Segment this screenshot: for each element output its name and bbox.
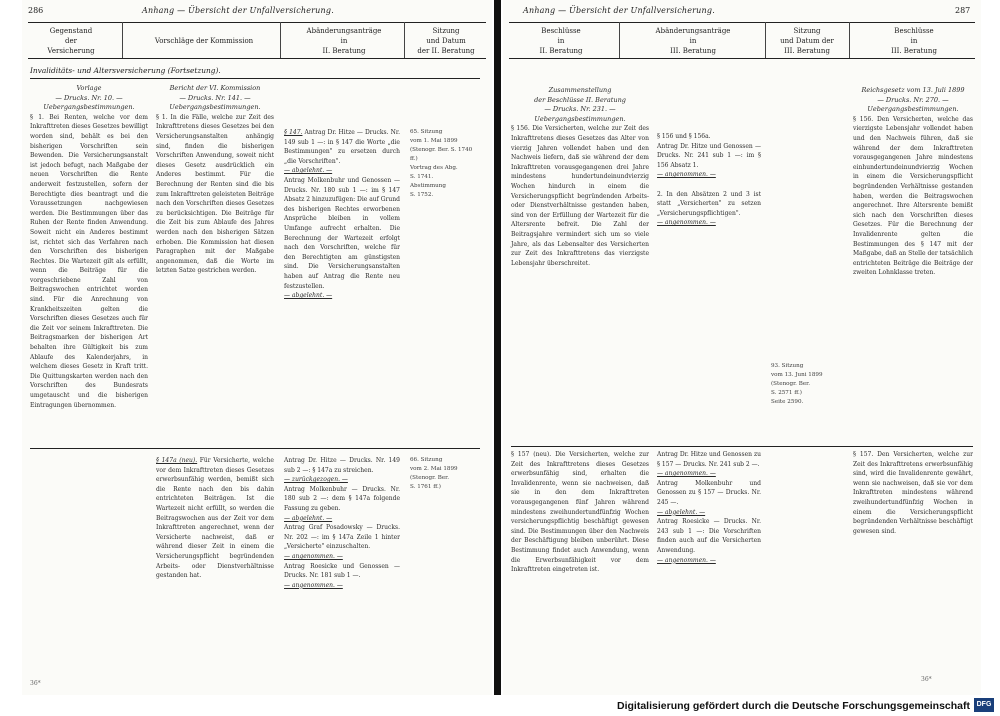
left-page: 286 Anhang — Übersicht der Unfallversicherung. Gegenstand der Versicherung Vorschläge der Kommission Abänderungsanträge in II. Beratung Sitzung und Datum der II. Beratung Invaliditäts- und Altersversicherung (Fortsetzung). Vorlage — Drucks. Nr. 10. — Uebergangsbestimmungen. § 1. Bei Renten, welche vor dem Inkrafttreten dieses Gesetzes bewilligt worden sind, behält es bei den bisherigen Vorschriften sein Bewenden. Die Versicherungsanstalt ist jedoch befugt, nach Maßgabe der neuen Vorschriften die Rente anderweit festzustellen, sofern der Berechtigte dies beantragt und die Voraussetzungen nachgewiesen werden. Die Bestimmungen über das Ruhen der Rente finden Anwendung. Soweit nicht ein Anderes bestimmt ist, richtet sich das Verfahren nach den Vorschriften des bisherigen Rechtes. Die Wartezeit gilt als erfüllt, wenn die Beiträge für die vorgeschriebene Zahl von Beitragswochen entrichtet worden sind. Für die Anrechnung von Krankheitszeiten gelten die Vorschriften dieses Gesetzes auch für die Zeit vor seinem Inkrafttreten. Die Beitragsmarken der bisherigen Art behalten ihre Gültigkeit bis zum Ablaufe des Kalenderjahrs, in welchem dieses Gesetz in Kraft tritt. Die Quittungskarten werden nach den Vorschriften des Bundesrats umgetauscht und die bisherigen Eintragungen übernommen. Bericht der VI. Kommission — Drucks. Nr. 141. — Uebergangsbestimmungen. § 1. In die Fälle, welche zur Zeit des Inkrafttretens dieses Gesetzes bei den Versicherungsanstalten anhängig sind, finden die bisherigen Vorschriften Anwendung, soweit nicht dieses Gesetz ausdrücklich ein Anderes bestimmt. Für die Berechnung der Renten sind die bis zum Inkrafttreten geleisteten Beiträge nach den Vorschriften dieses Gesetzes zu berücksichtigen. Die Beiträge für die Zeit bis zum Ablaufe des Jahres werden nach den bisherigen Sätzen erhoben. Die Kommission hat diesen Paragraphen mit der Maßgabe angenommen, daß die Worte im letzten Satze gestrichen werden. § 147. Antrag Dr. Hitze — Drucks. Nr. 149 sub 1 —: in § 147 die Worte „die Bestimmungen" zu ersetzen durch „die Vorschriften". — abgelehnt. — Antrag Molkenbuhr und Genossen — Drucks. Nr. 180 sub 1 —: im § 147 Absatz 2 hinzuzufügen: Die auf Grund des bisherigen Rechtes erworbenen Ansprüche bleiben in vollem Umfange aufrecht erhalten. Die Berechnung der Wartezeit erfolgt nach den Vorschriften, welche für den Berechtigten am günstigsten sind. Die Versicherungsanstalten haben auf Antrag die Rente neu festzustellen. — abgelehnt. — 65. Sitzung vom 1. Mai 1899 (Stenogr. Ber. S. 1740 ff.) Vortrag des Abg. S. 1741. Abstimmung S. 1752. § 147a (neu). Für Versicherte, welche vor dem Inkrafttreten dieses Gesetzes erwerbsunfähig werden, bemißt sich die Rente nach den bis dahin entrichteten Beiträgen. Ist die Wartezeit nicht erfüllt, so werden die Beitragswochen aus der Zeit vor dem Inkrafttreten angerechnet, wenn der Versicherte nachweist, daß er während dieser Zeit in einem die Versicherungspflicht begründenden Arbeits- oder Dienstverhältnisse gestanden hat. Antrag Dr. Hitze — Drucks. Nr. 149 sub 2 —: § 147a zu streichen. — zurückgezogen. — Antrag Molkenbuhr — Drucks. Nr. 180 sub 2 —: dem § 147a folgende Fassung zu geben. — abgelehnt. — Antrag Graf Posadowsky — Drucks. Nr. 202 —: im § 147a Zeile 1 hinter „Versicherte" einzuschalten. — angenommen. — Antrag Roesicke und Genossen — Drucks. Nr. 181 sub 1 —. — angenommen. — 66. Sitzung vom 2. Mai 1899 (Stenogr. Ber. S. 1761 ff.) 36* xyxy=(22,0,492,695)
left-section-title: Invaliditäts- und Altersversicherung (Fortsetzung). xyxy=(30,66,221,75)
right-colhead-2: Abänderungsanträge in III. Beratung xyxy=(655,27,731,55)
left-col-d-2: 66. Sitzung vom 2. Mai 1899 (Stenogr. Ber. S. 1761 ff.) xyxy=(410,457,458,490)
book-gutter xyxy=(494,0,501,695)
right-col-c: 93. Sitzung vom 13. Juni 1899 (Stenogr. Ber. S. 2571 ff.) Seite 2590. xyxy=(771,363,823,405)
right-page: Anhang — Übersicht der Unfallversicherung. 287 Beschlüsse in II. Beratung Abänderungsanträge in III. Beratung Sitzung und Datum der III. Beratung Beschlüsse in III. Beratung Zusammenstellung der Beschlüsse II. Beratung — Drucks. Nr. 231. — Uebergangsbestimmungen. § 156. Die Versicherten, welche zur Zeit des Inkrafttretens dieses Gesetzes das Alter von vierzig Jahren vollendet haben und den Nachweis liefern, daß sie während der dem Inkrafttreten vorausgegangenen drei Jahre mindestens hundertundeinundvierzig Wochen hindurch in einem die Versicherungspflicht begründenden Arbeits- oder Dienstverhältnisse gestanden haben, sind von der Erfüllung der Wartezeit für die Altersrente befreit. Die Zahl der Beitragsjahre vermindert sich um so viele Jahre, als das Lebensalter des Versicherten zur Zeit des Inkrafttretens das vierzigste Lebensjahr überschreitet. § 156 und § 156a. Antrag Dr. Hitze und Genossen — Drucks. Nr. 241 sub 1 —: im § 156 Absatz 1. — angenommen. — 2. In den Absätzen 2 und 3 ist statt „Versicherten" zu setzen „Versicherungspflichtigen". — angenommen. — Reichsgesetz vom 13. Juli 1899 — Drucks. Nr. 270. — Uebergangsbestimmungen. § 156. Den Versicherten, welche das vierzigste Lebensjahr vollendet haben und den Nachweis führen, daß sie während der dem Inkrafttreten vorausgegangenen Jahre mindestens einhundertundeinundvierzig Wochen in einem die Versicherungspflicht begründenden Verhältnisse gestanden haben, werden die Beitragswochen angerechnet. Ihre Altersrente bemißt sich nach den Vorschriften dieses Gesetzes. Für die Berechnung der Invalidenrente gelten die Bestimmungen des § 147 mit der Maßgabe, daß an Stelle der tatsächlich entrichteten Beiträge die Beiträge der zweiten Lohnklasse treten. 93. Sitzung vom 13. Juni 1899 (Stenogr. Ber. S. 2571 ff.) Seite 2590. Antrag Dr. Hitze und Genossen zu § 157 — Drucks. Nr. 241 sub 2 —. — angenommen. — Antrag Molkenbuhr und Genossen zu § 157 — Drucks. Nr. 245 —. — abgelehnt. — Antrag Roesicke — Drucks. Nr. 243 sub 1 —: Die Vorschriften finden auch auf die Versicherten Anwendung. — angenommen. — § 157 (neu). Die Versicherten, welche zur Zeit des Inkrafttretens dieses Gesetzes erwerbsunfähig sind, erhalten die Invalidenrente, wenn sie nachweisen, daß sie in den dem Inkrafttreten vorausgegangenen fünf Jahren während mindestens zweihundertundfünfzig Wochen versicherungspflichtig beschäftigt gewesen sind. Die Bestimmungen über den Nachweis der Beschäftigung bleiben unberührt. Diese Bestimmung findet auch Anwendung, wenn die Erwerbsunfähigkeit vor dem Inkrafttreten eingetreten ist. § 157. Den Versicherten, welche zur Zeit des Inkrafttretens erwerbsunfähig sind, wird die Invalidenrente gewährt, wenn sie nachweisen, daß sie vor dem Inkrafttreten mindestens während zweihundertundfünfzig Wochen in einem die Versicherungspflicht begründenden Verhältnisse beschäftigt gewesen sind. 36* xyxy=(503,0,981,695)
left-colhead-3: Abänderungsanträge in II. Beratung xyxy=(306,27,382,55)
left-col-a: Vorlage — Drucks. Nr. 10. — Uebergangsbestimmungen. § 1. Bei Renten, welche vor dem Inkrafttreten dieses Gesetzes bewilligt worden sind, behält es bei den bisherigen Vorschriften sein Bewenden. Die Versicherungsanstalt ist jedoch befugt, nach Maßgabe der neuen Vorschriften die Rente anderweit festzustellen, sofern der Berechtigte dies beantragt und die Voraussetzungen nachgewiesen werden. Die Bestimmungen über das Ruhen der Rente finden Anwendung. Soweit nicht ein Anderes bestimmt ist, richtet sich das Verfahren nach den Vorschriften des bisherigen Rechtes. Die Wartezeit gilt als erfüllt, wenn die Beiträge für die vorgeschriebene Zahl von Beitragswochen entrichtet worden sind. Für die Anrechnung von Krankheitszeiten gelten die Vorschriften dieses Gesetzes auch für die Zeit vor seinem Inkrafttreten. Die Beitragsmarken der bisherigen Art behalten ihre Gültigkeit bis zum Ablaufe des Kalenderjahrs, in welchem dieses Gesetz in Kraft tritt. Die Quittungskarten werden nach den Vorschriften des Bundesrats umgetauscht und die bisherigen Eintragungen übernommen. xyxy=(30,84,148,409)
right-colhead-1: Beschlüsse in II. Beratung xyxy=(539,27,583,55)
right-col-b-2: Antrag Dr. Hitze und Genossen zu § 157 — Drucks. Nr. 241 sub 2 —. — angenommen. — Antrag Molkenbuhr und Genossen zu § 157 — Drucks. Nr. 245 —. — abgelehnt. — Antrag Roesicke — Drucks. Nr. 243 sub 1 —: Die Vorschriften finden auch auf die Versicherten Anwendung. — angenommen. — xyxy=(657,451,761,564)
right-col-d: Reichsgesetz vom 13. Juli 1899 — Drucks. Nr. 270. — Uebergangsbestimmungen. § 156. Den Versicherten, welche das vierzigste Lebensjahr vollendet haben und den Nachweis führen, daß sie während der dem Inkrafttreten vorausgegangenen Jahre mindestens einhundertundeinundvierzig Wochen in einem die Versicherungspflicht begründenden Verhältnisse gestanden haben, werden die Beitragswochen angerechnet. Ihre Altersrente bemißt sich nach den Vorschriften dieses Gesetzes. Für die Berechnung der Invalidenrente gelten die Bestimmungen des § 147 mit der Maßgabe, daß an Stelle der tatsächlich entrichteten Beiträge die Beiträge der zweiten Lohnklasse treten. xyxy=(853,86,973,277)
left-header-top-rule xyxy=(28,22,486,23)
left-col-b-2: § 147a (neu). Für Versicherte, welche vor dem Inkrafttreten dieses Gesetzes erwerbsunfähig werden, bemißt sich die Rente nach den bis dahin entrichteten Beiträgen. Ist die Wartezeit nicht erfüllt, so werden die Beitragswochen aus der Zeit vor dem Inkrafttreten angerechnet, wenn der Versicherte nachweist, daß er während dieser Zeit in einem die Versicherungspflicht begründenden Arbeits- oder Dienstverhältnisse gestanden hat. xyxy=(156,457,274,580)
footer-credit: Digitalisierung gefördert durch die Deutsche Forschungsgemeinschaft xyxy=(617,700,970,712)
right-page-number: 287 xyxy=(955,6,971,15)
left-running-head: Anhang — Übersicht der Unfallversicherung. xyxy=(142,6,334,15)
right-col-d-2: § 157. Den Versicherten, welche zur Zeit des Inkrafttretens erwerbsunfähig sind, wird die Invalidenrente gewährt, wenn sie nachweisen, daß sie vor dem Inkrafttreten mindestens während zweihundertundfünfzig Wochen in einem die Versicherungspflicht begründenden Verhältnisse beschäftigt gewesen sind. xyxy=(853,451,973,535)
right-running-head: Anhang — Übersicht der Unfallversicherung. xyxy=(523,6,715,15)
right-colhead-3: Sitzung und Datum der III. Beratung xyxy=(780,27,834,55)
left-col-d: 65. Sitzung vom 1. Mai 1899 (Stenogr. Ber. S. 1740 ff.) Vortrag des Abg. S. 1741. Abstimmung S. 1752. xyxy=(410,129,473,198)
right-col-a: Zusammenstellung der Beschlüsse II. Beratung — Drucks. Nr. 231. — Uebergangsbestimmungen. § 156. Die Versicherten, welche zur Zeit des Inkrafttretens dieses Gesetzes das Alter von vierzig Jahren vollendet haben und den Nachweis liefern, daß sie während der dem Inkrafttreten vorausgegangenen drei Jahre mindestens hundertundeinundvierzig Wochen hindurch in einem die Versicherungspflicht begründenden Arbeits- oder Dienstverhältnisse gestanden haben, sind von der Erfüllung der Wartezeit für die Altersrente befreit. Die Zahl der Beitragsjahre vermindert sich um so viele Jahre, als das Lebensalter des Versicherten zur Zeit des Inkrafttretens das vierzigste Lebensjahr überschreitet. xyxy=(511,86,649,267)
left-colhead-1: Gegenstand der Versicherung xyxy=(47,27,95,55)
left-page-number: 286 xyxy=(28,6,44,15)
left-colhead-2: Vorschläge der Kommission xyxy=(154,37,254,45)
footer-bar xyxy=(0,695,1000,716)
left-col-c: § 147. Antrag Dr. Hitze — Drucks. Nr. 149 sub 1 —: in § 147 die Worte „die Bestimmungen" zu ersetzen durch „die Vorschriften". — abgelehnt. — Antrag Molkenbuhr und Genossen — Drucks. Nr. 180 sub 1 —: im § 147 Absatz 2 hinzuzufügen: Die auf Grund des bisherigen Rechtes erworbenen Ansprüche bleiben in vollem Umfange aufrecht erhalten. Die Berechnung der Wartezeit erfolgt nach den Vorschriften, welche für den Berechtigten am günstigsten sind. Die Versicherungsanstalten haben auf Antrag die Rente neu festzustellen. — abgelehnt. — xyxy=(284,129,400,300)
dfg-logo: DFG xyxy=(974,698,994,712)
right-col-b: § 156 und § 156a. Antrag Dr. Hitze und Genossen — Drucks. Nr. 241 sub 1 —: im § 156 Absatz 1. — angenommen. — 2. In den Absätzen 2 und 3 ist statt „Versicherten" zu setzen „Versicherungspflichtigen". — angenommen. — xyxy=(657,133,761,227)
left-col-c-2: Antrag Dr. Hitze — Drucks. Nr. 149 sub 2 —: § 147a zu streichen. — zurückgezogen. — Antrag Molkenbuhr — Drucks. Nr. 180 sub 2 —: dem § 147a folgende Fassung zu geben. — abgelehnt. — Antrag Graf Posadowsky — Drucks. Nr. 202 —: im § 147a Zeile 1 hinter „Versicherte" einzuschalten. — angenommen. — Antrag Roesicke und Genossen — Drucks. Nr. 181 sub 1 —. — angenommen. — xyxy=(284,457,400,589)
right-colhead-4: Beschlüsse in III. Beratung xyxy=(891,27,937,55)
left-colhead-4: Sitzung und Datum der II. Beratung xyxy=(417,27,475,55)
left-header-bottom-rule xyxy=(28,58,486,59)
right-col-a-2: § 157 (neu). Die Versicherten, welche zur Zeit des Inkrafttretens dieses Gesetzes erwerbsunfähig sind, erhalten die Invalidenrente, wenn sie nachweisen, daß sie in den dem Inkrafttreten vorausgegangenen fünf Jahren während mindestens zweihundertundfünfzig Wochen versicherungspflichtig beschäftigt gewesen sind. Die Bestimmungen über den Nachweis der Beschäftigung bleiben unberührt. Diese Bestimmung findet auch Anwendung, wenn die Erwerbsunfähigkeit vor dem Inkrafttreten eingetreten ist. xyxy=(511,451,649,574)
left-col-b: Bericht der VI. Kommission — Drucks. Nr. 141. — Uebergangsbestimmungen. § 1. In die Fälle, welche zur Zeit des Inkrafttretens dieses Gesetzes bei den Versicherungsanstalten anhängig sind, finden die bisherigen Vorschriften Anwendung, soweit nicht dieses Gesetz ausdrücklich ein Anderes bestimmt. Für die Berechnung der Renten sind die bis zum Inkrafttreten geleisteten Beiträge nach den Vorschriften dieses Gesetzes zu berücksichtigen. Die Beiträge für die Zeit bis zum Ablaufe des Jahres werden nach den bisherigen Sätzen erhoben. Die Kommission hat diesen Paragraphen mit der Maßgabe angenommen, daß die Worte im letzten Satze gestrichen werden. xyxy=(156,84,274,275)
